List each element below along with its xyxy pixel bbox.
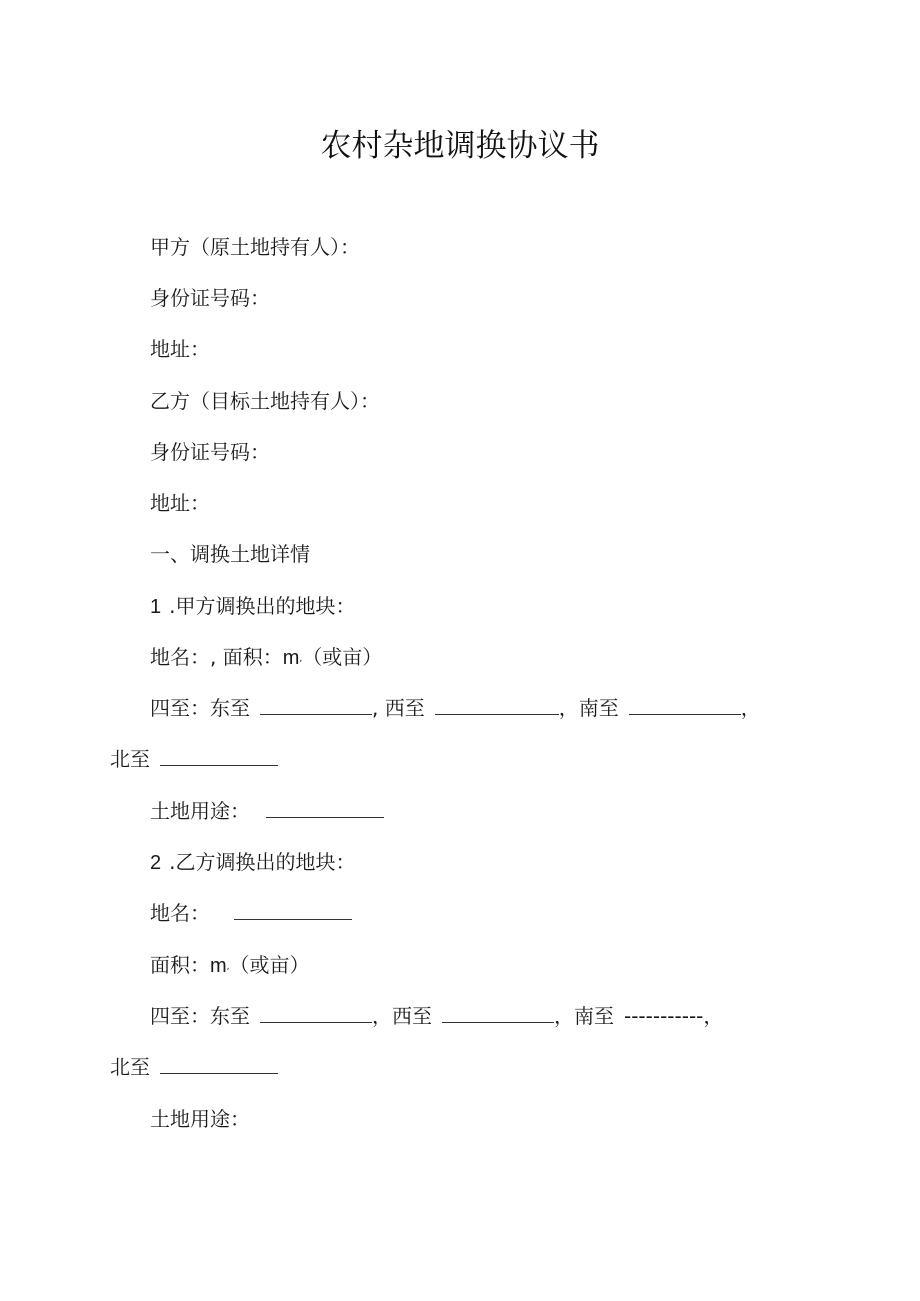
a-west-label: , 西至 — [372, 696, 425, 720]
a-east-label: 四至：东至 — [150, 696, 250, 720]
b-area-label: 面积： — [150, 953, 210, 977]
b-north-blank — [160, 1057, 278, 1074]
b-boundaries-line — [150, 1003, 723, 1029]
b-west-label: ，西至 — [372, 1004, 432, 1028]
b-east-blank — [260, 1006, 372, 1023]
a-boundaries-line — [150, 695, 761, 721]
b-north-label: 北至 — [110, 1055, 150, 1079]
a-name-area-line — [150, 644, 382, 672]
a-west-blank — [435, 698, 559, 715]
b-unit-mark: , — [226, 962, 230, 972]
item-1-heading — [150, 593, 355, 620]
party-a-id-line: 身份证号码： — [150, 286, 270, 310]
a-north-blank — [160, 749, 278, 766]
a-north-line — [110, 746, 284, 772]
a-name-area-label: 地名：, 面积： — [150, 645, 283, 669]
a-south-label: ，南至 — [558, 696, 619, 720]
b-south-dashes: -----------， — [624, 1004, 724, 1028]
a-use-label: 土地用途： — [150, 799, 250, 823]
a-use-line — [150, 798, 390, 824]
b-south-label: ，南至 — [554, 1004, 614, 1028]
a-unit-mu: （或亩） — [302, 645, 383, 669]
section-heading: 一、调换土地详情 — [150, 542, 310, 566]
b-use-label: 土地用途： — [150, 1107, 250, 1131]
party-a-line: 甲方（原土地持有人）： — [150, 235, 360, 259]
item-2-label: .乙方调换出的地块： — [169, 850, 356, 874]
b-name-label: 地名： — [150, 901, 210, 925]
party-a-address-line: 地址： — [150, 337, 210, 361]
a-unit-m: m — [282, 647, 300, 669]
a-south-blank — [629, 698, 741, 715]
b-unit-m: m — [210, 955, 227, 977]
a-south-end: ， — [740, 696, 761, 720]
b-east-label: 四至：东至 — [150, 1004, 250, 1028]
party-b-id-line: 身份证号码： — [150, 440, 270, 464]
item-2-heading — [150, 849, 355, 876]
item-2-number: 2 — [150, 852, 162, 874]
a-east-blank — [260, 698, 372, 715]
a-use-blank — [266, 801, 384, 818]
party-b-address-line: 地址： — [150, 491, 210, 515]
item-1-number: 1 — [150, 596, 162, 618]
b-name-line — [150, 900, 358, 926]
b-name-blank — [234, 903, 352, 920]
a-north-label: 北至 — [110, 747, 150, 771]
b-area-line — [150, 952, 310, 980]
party-b-line: 乙方（目标土地持有人）： — [150, 389, 380, 413]
b-west-blank — [442, 1006, 554, 1023]
b-unit-mu: （或亩） — [229, 953, 310, 977]
b-north-line — [110, 1054, 284, 1080]
b-use-line — [150, 1106, 250, 1132]
a-unit-mark: , — [299, 654, 303, 664]
item-1-label: .甲方调换出的地块： — [169, 594, 356, 618]
document-title: 农村杂地调换协议书 — [320, 128, 600, 164]
